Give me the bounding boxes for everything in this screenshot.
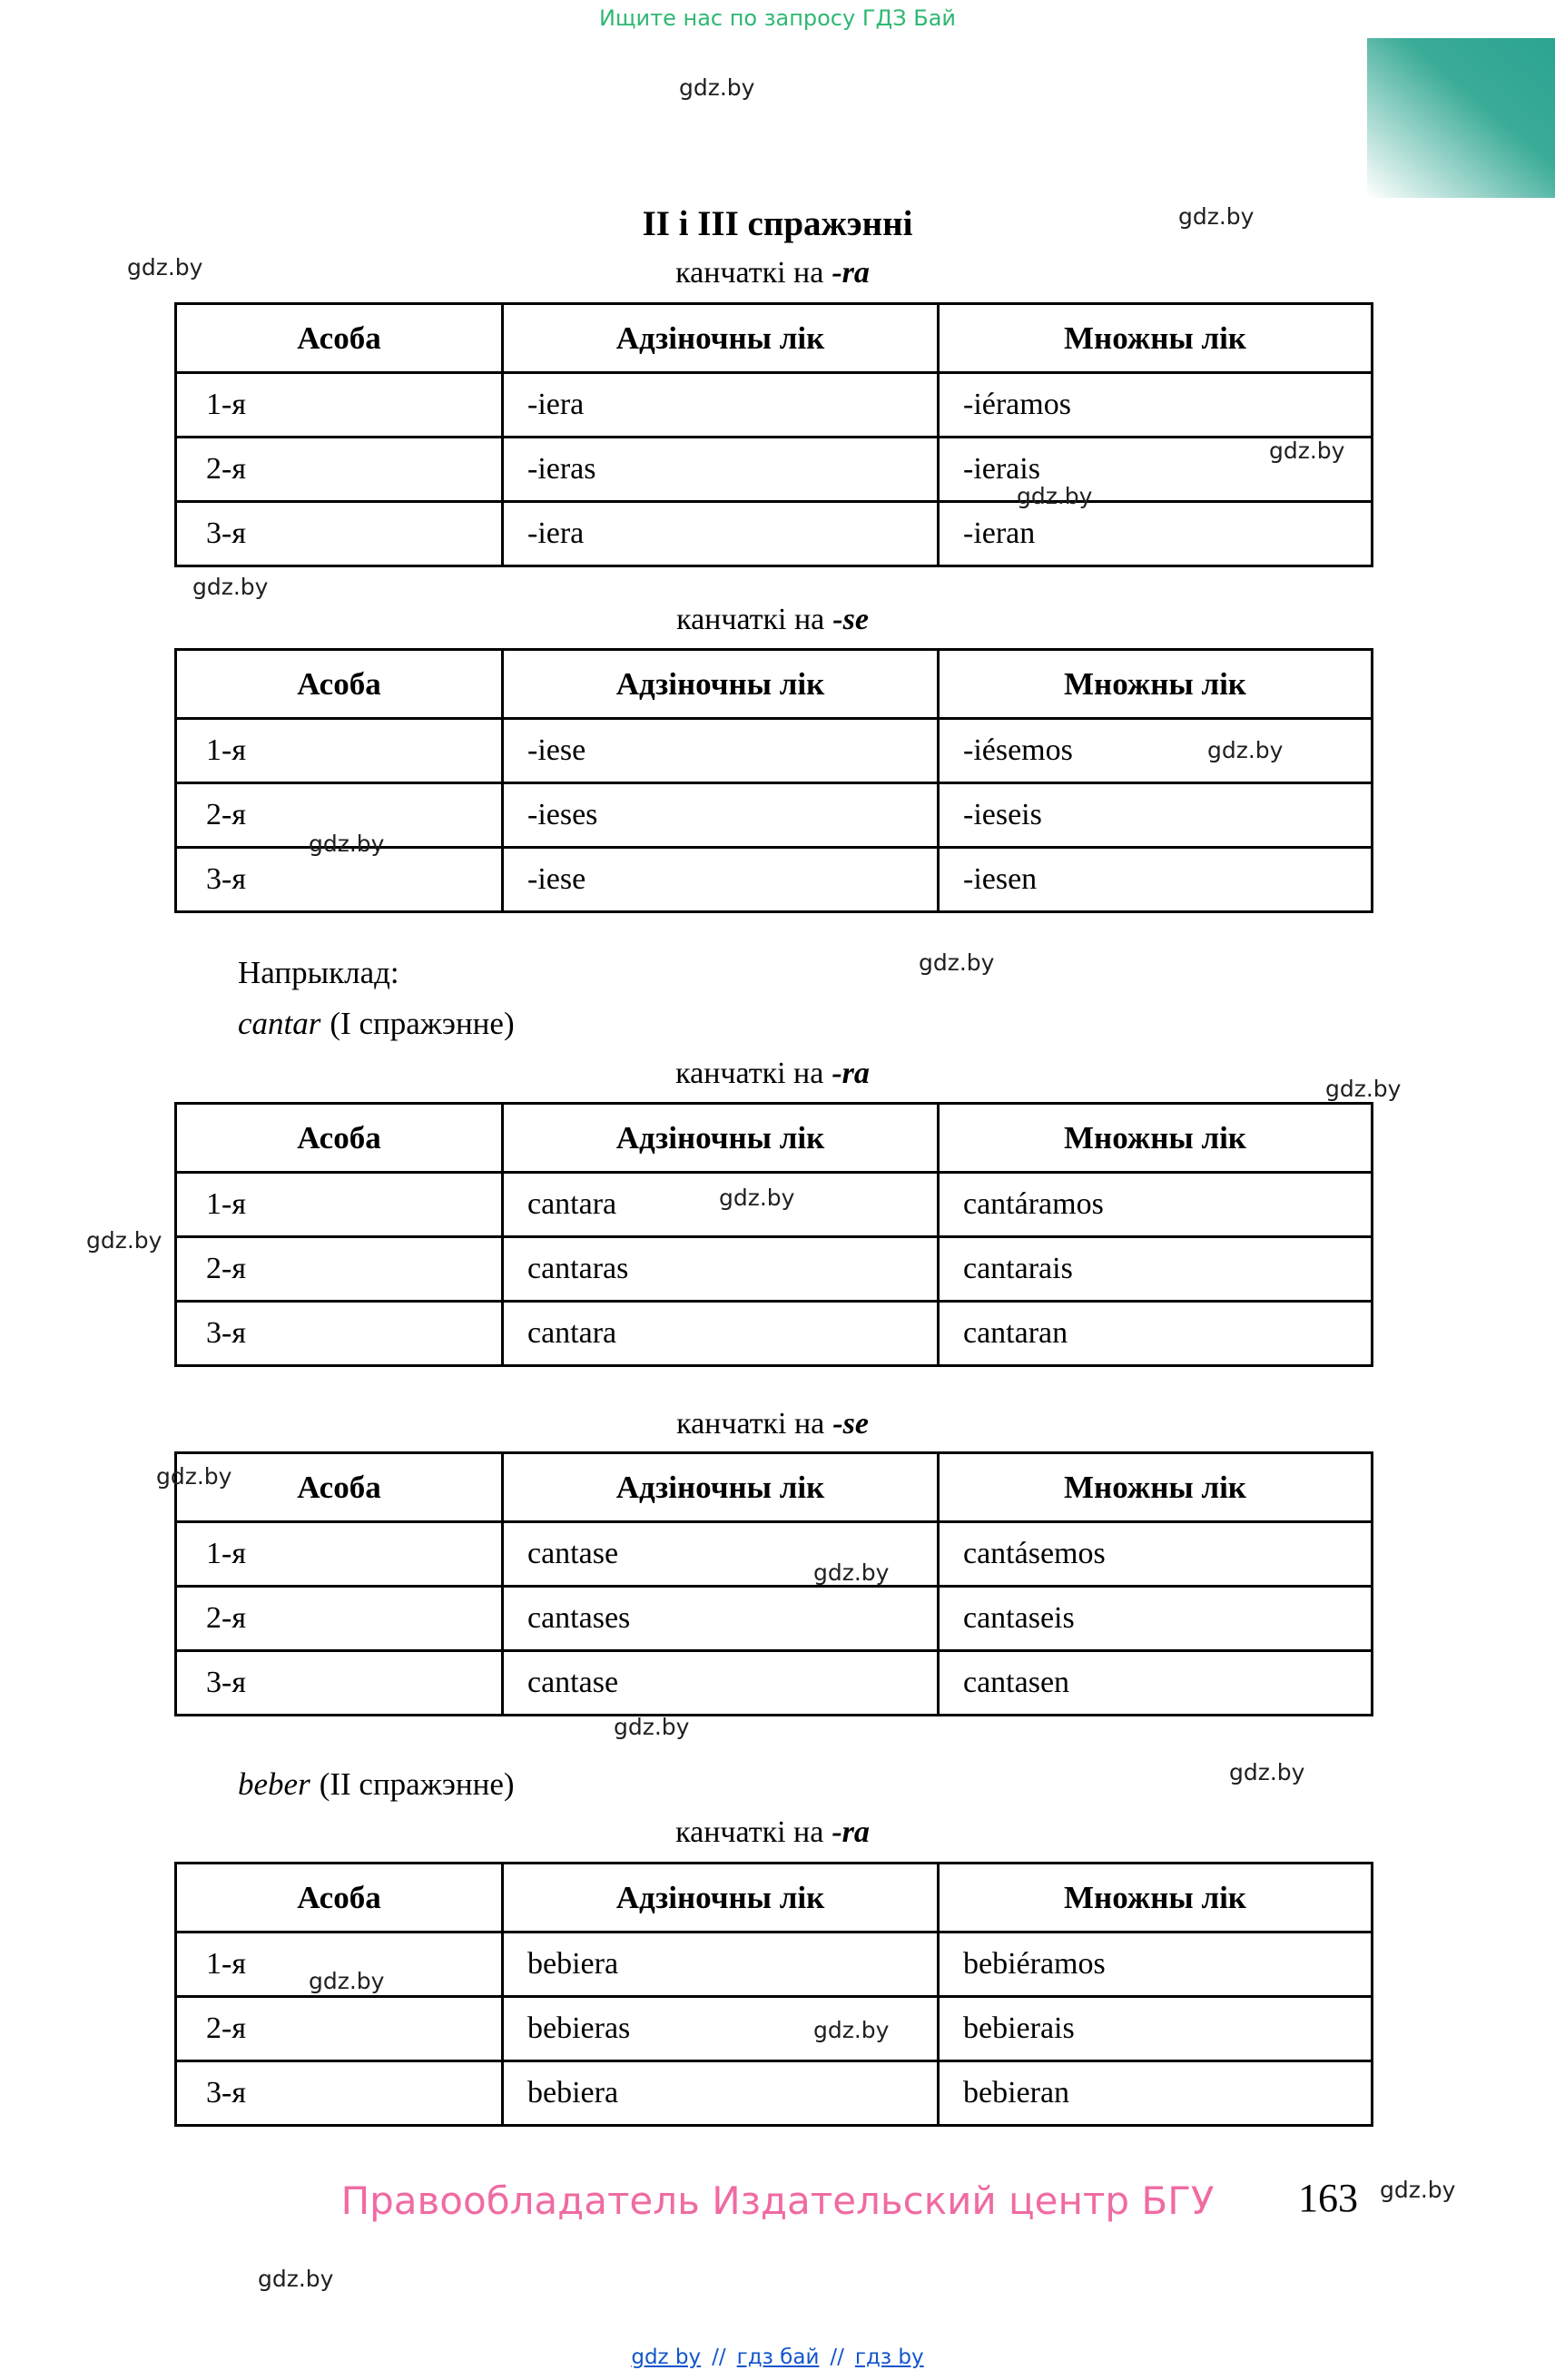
person-cell: 2-я: [176, 1997, 503, 2061]
table-row: [176, 719, 1373, 783]
table-row: [176, 1302, 1373, 1366]
ending-ra-suffix: -ra: [832, 256, 870, 290]
endings-label-text: канчаткі на: [675, 1815, 824, 1849]
teal-gradient-decoration: [1367, 38, 1555, 198]
person-cell: 2-я: [176, 1237, 503, 1302]
singular-cell: -iese: [503, 848, 939, 912]
plural-cell: -ierais: [939, 438, 1373, 502]
endings-label-text: канчаткі на: [676, 603, 825, 636]
section-label-endings-se: [174, 603, 1371, 637]
gdz-watermark: gdz.by: [1325, 1076, 1402, 1102]
gdz-watermark: gdz.by: [309, 1968, 385, 1994]
gdz-watermark: gdz.by: [309, 831, 385, 857]
person-cell: 1-я: [176, 373, 503, 438]
gdz-watermark: gdz.by: [192, 574, 269, 600]
singular-cell: -ieras: [503, 438, 939, 502]
singular-cell: -iese: [503, 719, 939, 783]
copyright-text: Правообладатель Издательский центр БГУ: [340, 2178, 1215, 2223]
footer-links: [0, 2346, 1555, 2369]
col-header-plural: Множны лік: [939, 650, 1373, 719]
ending-se-suffix: -se: [832, 603, 869, 636]
col-header-person: Асоба: [176, 1453, 503, 1522]
table-cantar-se: [174, 1451, 1373, 1716]
singular-cell: -ieses: [503, 783, 939, 848]
plural-cell: cantaran: [939, 1302, 1373, 1366]
link-gdz-by[interactable]: gdz by: [631, 2346, 702, 2369]
table-row: [176, 1651, 1373, 1716]
person-cell: 2-я: [176, 438, 503, 502]
col-header-plural: Множны лік: [939, 1864, 1373, 1933]
table-header-row: [176, 1104, 1373, 1173]
plural-cell: -iesen: [939, 848, 1373, 912]
table-header-row: [176, 304, 1373, 373]
conjugation-note-1: (I спражэнне): [330, 1006, 515, 1041]
gdz-watermark: gdz.by: [1229, 1759, 1305, 1785]
plural-cell: cantasen: [939, 1651, 1373, 1716]
person-cell: 3-я: [176, 1302, 503, 1366]
table-row: [176, 1587, 1373, 1651]
col-header-singular: Адзіночны лік: [503, 1104, 939, 1173]
endings-label-text: канчаткі на: [675, 1057, 824, 1090]
endings-label-text: канчаткі на: [675, 256, 824, 290]
person-cell: 3-я: [176, 502, 503, 566]
link-gdz-by-cyrillic[interactable]: гдз by: [854, 2346, 924, 2369]
person-cell: 2-я: [176, 783, 503, 848]
plural-cell: bebiéramos: [939, 1933, 1373, 1997]
gdz-watermark: gdz.by: [1380, 2177, 1456, 2203]
link-gdz-bai[interactable]: гдз бай: [736, 2346, 820, 2369]
plural-cell: cantarais: [939, 1237, 1373, 1302]
gdz-watermark: gdz.by: [127, 254, 203, 280]
gdz-watermark: gdz.by: [258, 2266, 334, 2292]
link-separator: //: [830, 2346, 844, 2369]
plural-cell: -ieseis: [939, 783, 1373, 848]
col-header-plural: Множны лік: [939, 1453, 1373, 1522]
col-header-plural: Множны лік: [939, 1104, 1373, 1173]
person-cell: 3-я: [176, 2061, 503, 2126]
singular-cell: bebiera: [503, 2061, 939, 2126]
endings-label-text: канчаткі на: [676, 1407, 825, 1441]
table-row: [176, 1997, 1373, 2061]
table-beber-ra: [174, 1862, 1373, 2127]
col-header-singular: Адзіночны лік: [503, 650, 939, 719]
gdz-watermark: gdz.by: [86, 1227, 162, 1254]
plural-cell: cantásemos: [939, 1522, 1373, 1587]
verb-beber: beber: [238, 1766, 310, 1802]
person-cell: 1-я: [176, 719, 503, 783]
gdz-watermark: gdz.by: [679, 74, 755, 101]
page-number: 163: [1298, 2176, 1358, 2220]
gdz-watermark: gdz.by: [919, 949, 995, 976]
table-header-row: [176, 1864, 1373, 1933]
gdz-watermark: gdz.by: [1178, 203, 1255, 230]
gdz-watermark: gdz.by: [1269, 438, 1345, 464]
gdz-watermark: gdz.by: [1207, 737, 1284, 763]
conjugation-note-2: (II спражэнне): [319, 1766, 515, 1802]
plural-cell: -iésemos: [939, 719, 1373, 783]
link-separator: //: [712, 2346, 726, 2369]
singular-cell: cantaras: [503, 1237, 939, 1302]
singular-cell: cantases: [503, 1587, 939, 1651]
table-header-row: [176, 650, 1373, 719]
example-beber-line: [238, 1766, 515, 1803]
table-row: [176, 373, 1373, 438]
col-header-person: Асоба: [176, 650, 503, 719]
col-header-person: Асоба: [176, 1104, 503, 1173]
gdz-watermark: gdz.by: [719, 1185, 795, 1211]
col-header-person: Асоба: [176, 1864, 503, 1933]
gdz-watermark: gdz.by: [156, 1463, 232, 1490]
col-header-person: Асоба: [176, 304, 503, 373]
table-row: [176, 502, 1373, 566]
singular-cell: cantase: [503, 1651, 939, 1716]
table-row: [176, 848, 1373, 912]
person-cell: 1-я: [176, 1522, 503, 1587]
singular-cell: cantara: [503, 1173, 939, 1237]
section-label-cantar-se: [174, 1407, 1371, 1441]
col-header-singular: Адзіночны лік: [503, 1864, 939, 1933]
table-row: [176, 1522, 1373, 1587]
section-label-beber-ra: [174, 1815, 1371, 1850]
singular-cell: bebieras: [503, 1997, 939, 2061]
col-header-singular: Адзіночны лік: [503, 304, 939, 373]
plural-cell: -iéramos: [939, 373, 1373, 438]
singular-cell: -iera: [503, 502, 939, 566]
top-banner: Ищите нас по запросу ГДЗ Бай: [598, 5, 957, 31]
ending-ra-suffix: -ra: [832, 1057, 870, 1090]
gdz-watermark: gdz.by: [614, 1714, 690, 1740]
page-title: II і III спражэнні: [642, 204, 913, 243]
plural-cell: bebieran: [939, 2061, 1373, 2126]
table-endings-ra: [174, 302, 1373, 567]
person-cell: 2-я: [176, 1587, 503, 1651]
example-cantar-line: [238, 1006, 515, 1042]
person-cell: 1-я: [176, 1933, 503, 1997]
gdz-watermark: gdz.by: [813, 1559, 890, 1586]
col-header-plural: Множны лік: [939, 304, 1373, 373]
table-endings-se: [174, 648, 1373, 913]
plural-cell: cantaseis: [939, 1587, 1373, 1651]
table-header-row: [176, 1453, 1373, 1522]
table-cantar-ra: [174, 1102, 1373, 1367]
plural-cell: -ieran: [939, 502, 1373, 566]
section-label-endings-ra: [174, 256, 1371, 290]
person-cell: 1-я: [176, 1173, 503, 1237]
ending-se-suffix: -se: [832, 1407, 869, 1441]
col-header-singular: Адзіночны лік: [503, 1453, 939, 1522]
table-row: [176, 438, 1373, 502]
singular-cell: -iera: [503, 373, 939, 438]
table-row: [176, 1237, 1373, 1302]
example-intro: Напрыклад:: [238, 955, 399, 990]
plural-cell: cantáramos: [939, 1173, 1373, 1237]
section-label-cantar-ra: [174, 1057, 1371, 1091]
table-row: [176, 2061, 1373, 2126]
gdz-watermark: gdz.by: [1017, 483, 1093, 509]
verb-cantar: cantar: [238, 1006, 321, 1041]
plural-cell: bebierais: [939, 1997, 1373, 2061]
person-cell: 3-я: [176, 848, 503, 912]
singular-cell: cantase: [503, 1522, 939, 1587]
singular-cell: cantara: [503, 1302, 939, 1366]
gdz-watermark: gdz.by: [813, 2017, 890, 2043]
singular-cell: bebiera: [503, 1933, 939, 1997]
ending-ra-suffix: -ra: [832, 1815, 870, 1849]
person-cell: 3-я: [176, 1651, 503, 1716]
